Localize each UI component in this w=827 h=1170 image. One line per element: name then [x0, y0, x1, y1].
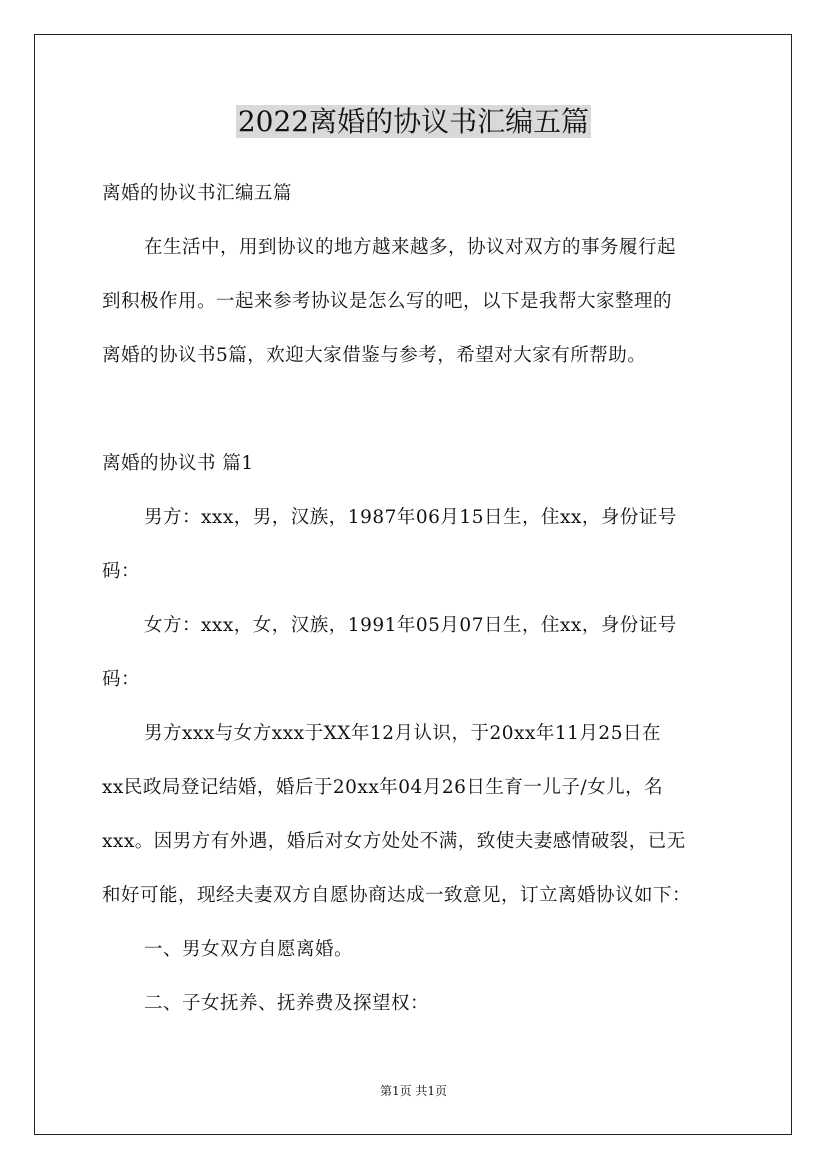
document-title: 2022离婚的协议书汇编五篇 — [237, 105, 590, 138]
paragraph-line: 男方xxx与女方xxx于XX年12月认识，于20xx年11月25日在 — [144, 723, 661, 744]
paragraph-line: 码： — [102, 561, 141, 582]
paragraph-line: xx民政局登记结婚，婚后于20xx年04月26日生育一儿子/女儿，名 — [102, 777, 664, 798]
paragraph-line: 离婚的协议书5篇，欢迎大家借鉴与参考，希望对大家有所帮助。 — [102, 345, 647, 366]
section-heading: 离婚的协议书 篇1 — [102, 453, 254, 474]
paragraph-line: 二、子女抚养、抚养费及探望权： — [144, 993, 430, 1014]
paragraph-line: 在生活中，用到协议的地方越来越多，协议对双方的事务履行起 — [144, 237, 677, 258]
paragraph-line: 和好可能，现经夫妻双方自愿协商达成一致意见，订立离婚协议如下： — [102, 885, 692, 906]
paragraph-line: 一、男女双方自愿离婚。 — [144, 939, 354, 960]
paragraph-line: 男方：xxx，男，汉族，1987年06月15日生，住xx，身份证号 — [144, 507, 677, 528]
paragraph-line: 码： — [102, 669, 141, 690]
paragraph-line: 女方：xxx，女，汉族，1991年05月07日生，住xx，身份证号 — [144, 615, 677, 636]
paragraph-line: 到积极作用。一起来参考协议是怎么写的吧，以下是我帮大家整理的 — [102, 291, 673, 312]
subtitle-line: 离婚的协议书汇编五篇 — [102, 183, 293, 204]
paragraph-line: xxx。因男方有外遇，婚后对女方处处不满，致使夫妻感情破裂，已无 — [102, 831, 686, 852]
page-footer: 第1页 共1页 — [379, 1084, 448, 1098]
